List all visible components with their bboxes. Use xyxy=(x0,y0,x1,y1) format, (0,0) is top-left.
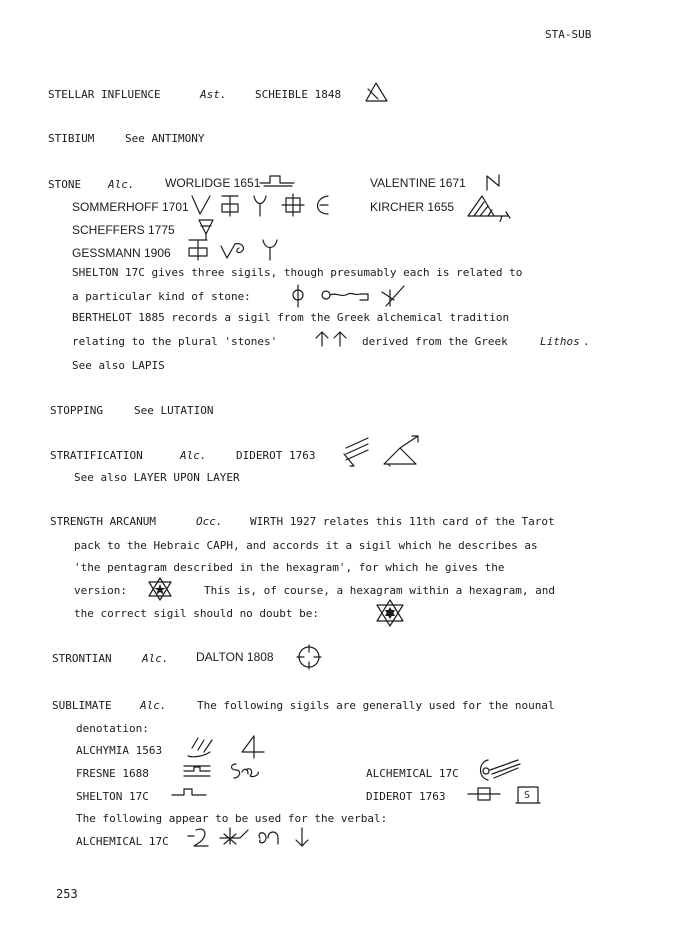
entry-see: See LUTATION xyxy=(134,404,214,417)
alchemical-noun-sigil-icon xyxy=(478,756,524,784)
berthelot-text: BERTHELOT 1885 records a sigil from the Greek alchemical tradition xyxy=(72,311,510,324)
hexagram-in-hexagram-icon xyxy=(374,598,406,628)
diderot-sublimate-sigil-icon xyxy=(466,784,502,804)
diderot-label: DIDEROT 1763 xyxy=(366,790,446,803)
stratification-sigils-icon xyxy=(340,434,424,470)
entry-source: DALTON 1808 xyxy=(196,650,274,664)
diderot-box-letter: S xyxy=(524,790,531,801)
entry-term: STOPPING xyxy=(50,404,103,417)
entry-term: STONE xyxy=(48,178,82,191)
strength-text-1: WIRTH 1927 relates this 11th card of the Tarot xyxy=(250,515,555,528)
entry-term: STRATIFICATION xyxy=(50,449,143,462)
alchemical-verb-sigils-icon xyxy=(186,824,322,852)
shelton-text: SHELTON 17C gives three sigils, though presumably each is related to xyxy=(72,266,523,279)
strontian-sigil-icon xyxy=(296,644,324,670)
pentagram-hexagram-icon xyxy=(146,576,174,602)
fresne-sigils-icon xyxy=(180,760,270,782)
shelton-label: SHELTON 17C xyxy=(76,790,149,803)
entry-see: See ANTIMONY xyxy=(125,132,205,145)
sublimate-verbal-text: The following appear to be used for the verbal: xyxy=(76,812,388,825)
sublimate-text-1: The following sigils are generally used for the nounal xyxy=(197,699,555,712)
sublimate-text-2: denotation: xyxy=(76,722,149,735)
fresne-label: FRESNE 1688 xyxy=(76,767,149,780)
stones-sigil-icon xyxy=(312,330,350,348)
sommerhoff-sigils-icon xyxy=(188,192,338,218)
entry-term: SUBLIMATE xyxy=(52,699,112,712)
valentine-sigil-icon xyxy=(484,172,504,192)
entry-term: STRENGTH ARCANUM xyxy=(50,515,156,528)
alchymia-label: ALCHYMIA 1563 xyxy=(76,744,163,757)
alchemical-noun-label: ALCHEMICAL 17C xyxy=(366,767,459,780)
strength-text-4a: version: xyxy=(74,584,127,597)
berthelot-lithos: Lithos xyxy=(540,335,580,348)
alchymia-sigils-icon xyxy=(184,734,270,760)
strength-text-5: the correct sigil should no doubt be: xyxy=(74,607,320,620)
strength-text-3: 'the pentagram described in the hexagram', for which he gives the xyxy=(74,561,505,574)
entry-see: See also LAYER UPON LAYER xyxy=(74,471,240,484)
strength-text-4b: This is, of course, a hexagram within a hexagram, and xyxy=(204,584,555,597)
berthelot-text-2a: relating to the plural 'stones' xyxy=(72,335,278,348)
entry-source: SCHEIBLE 1848 xyxy=(255,88,342,101)
shelton-text-2: a particular kind of stone: xyxy=(72,290,251,303)
worlidge-label: WORLIDGE 1651 xyxy=(165,176,261,190)
shelton-sigils-icon xyxy=(290,282,410,308)
page-number: 253 xyxy=(56,887,78,901)
entry-see: See also LAPIS xyxy=(72,359,165,372)
kircher-sigil-icon xyxy=(466,192,514,222)
stellar-sigil-icon xyxy=(364,80,390,104)
entry-abbr: Ast. xyxy=(200,88,227,101)
alchemical-verb-label: ALCHEMICAL 17C xyxy=(76,835,169,848)
scheffers-label: SCHEFFERS 1775 xyxy=(72,223,175,237)
gessmann-label: GESSMANN 1906 xyxy=(72,246,171,260)
strength-text-2: pack to the Hebraic CAPH, and accords it a sigil which he describes as xyxy=(74,539,538,552)
entry-abbr: Alc. xyxy=(142,652,169,665)
valentine-label: VALENTINE 1671 xyxy=(370,176,466,190)
gessmann-sigils-icon xyxy=(185,236,295,262)
shelton-sublimate-sigil-icon xyxy=(170,786,210,802)
entry-term: STRONTIAN xyxy=(52,652,112,665)
sommerhoff-label: SOMMERHOFF 1701 xyxy=(72,200,189,214)
berthelot-period: . xyxy=(583,335,590,348)
entry-term: STIBIUM xyxy=(48,132,95,145)
running-head: STA-SUB xyxy=(545,28,592,41)
entry-abbr: Alc. xyxy=(140,699,167,712)
berthelot-text-2b: derived from the Greek xyxy=(362,335,508,348)
entry-abbr: Alc. xyxy=(180,449,207,462)
entry-term: STELLAR INFLUENCE xyxy=(48,88,161,101)
entry-abbr: Occ. xyxy=(196,515,223,528)
worlidge-sigil-icon xyxy=(258,172,298,188)
kircher-label: KIRCHER 1655 xyxy=(370,200,455,214)
entry-source: DIDEROT 1763 xyxy=(236,449,316,462)
entry-abbr: Alc. xyxy=(108,178,135,191)
